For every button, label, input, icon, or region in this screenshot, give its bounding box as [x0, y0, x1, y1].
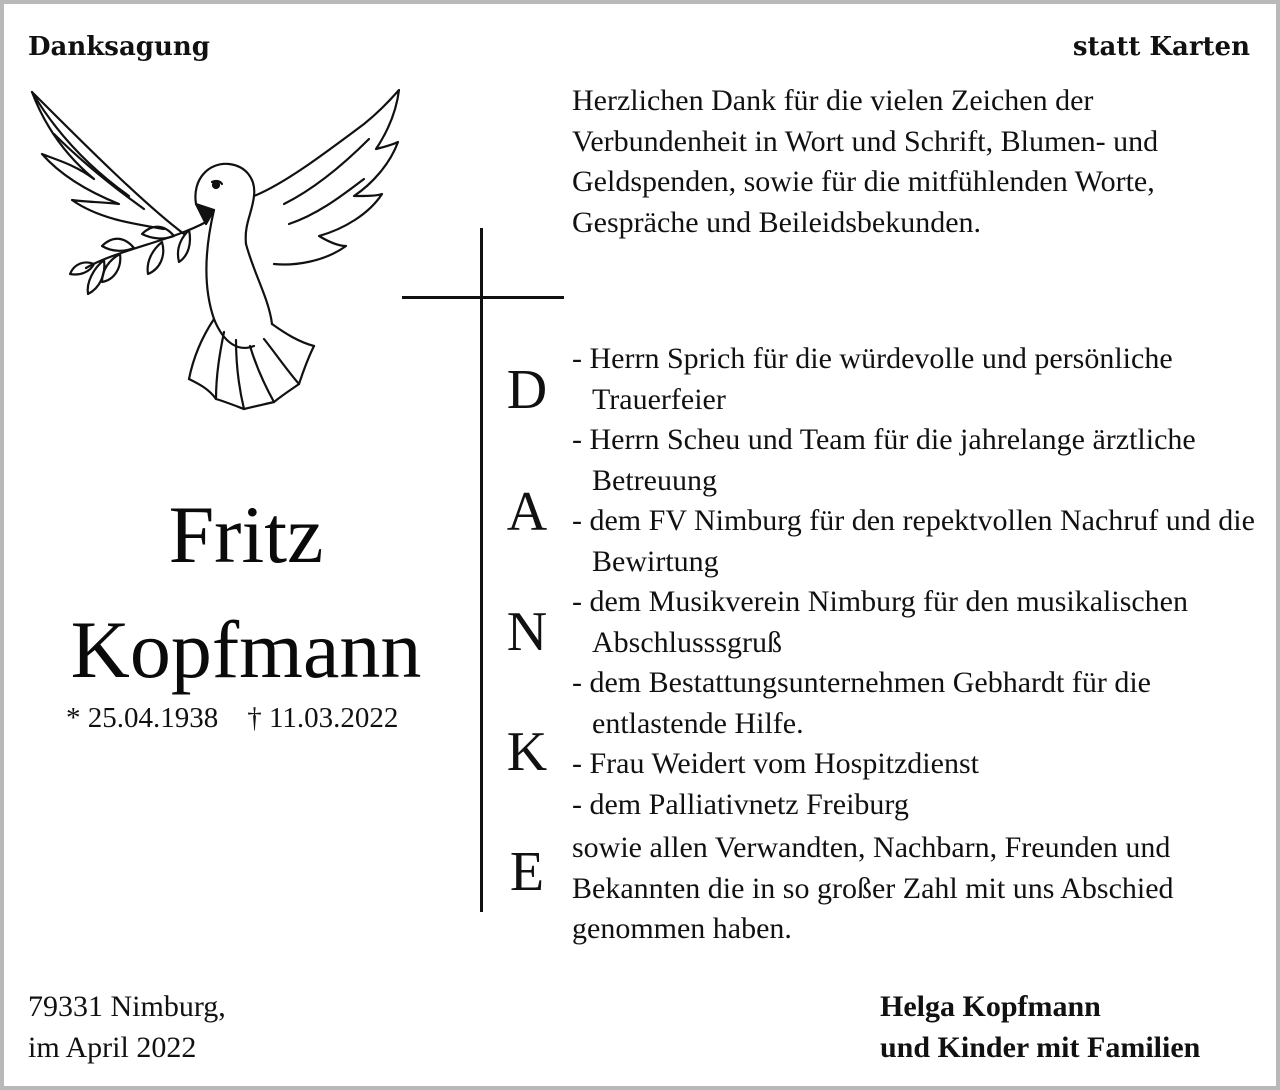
deceased-first-name: Fritz [168, 489, 324, 580]
list-item: - dem Musikverein Nimburg für den musikalischen Abschlusssgruß [572, 585, 1188, 659]
deceased-last-name: Kopfmann [70, 604, 422, 695]
list-item: - dem Bestattungsunternehmen Gebhardt für die entlastende Hilfe. [572, 666, 1151, 740]
signature [880, 986, 1200, 1068]
list-item: - Herrn Sprich für die würdevolle und persönliche Trauerfeier [572, 342, 1173, 416]
danke-letter-e: E [509, 841, 545, 903]
danke-letter-k: K [506, 721, 548, 783]
list-item: - Frau Weidert vom Hospitzdienst [572, 747, 979, 780]
closing-text: sowie allen Verwandten, Nachbarn, Freunden und Bekannten die in so großer Zahl mit uns Abschied genommen haben. [572, 831, 1174, 945]
header-title: Danksagung [28, 32, 210, 62]
list-item: - dem FV Nimburg für den repektvollen Nachruf und die Bewirtung [572, 504, 1255, 578]
signature-line-1: Helga Kopfmann [880, 990, 1101, 1023]
list-item: - Herrn Scheu und Team für die jahrelange ärztliche Betreuung [572, 423, 1196, 497]
danke-letter-a: A [506, 481, 548, 543]
danke-letter-d: D [506, 359, 548, 421]
danke-letter-n: N [506, 601, 548, 663]
place-date [28, 986, 226, 1068]
cross-icon [480, 228, 483, 912]
thanks-list [572, 339, 1262, 825]
intro-text: Herzlichen Dank für die vielen Zeichen der Verbundenheit in Wort und Schrift, Blumen- und Geldspenden, sowie für die mitfühlenden Worte, Gespräche und Beileidsbekunden. [572, 84, 1159, 239]
dove-with-olive-branch-icon [24, 84, 404, 444]
header-note: statt Karten [1072, 32, 1250, 62]
list-item: - dem Palliativnetz Freiburg [572, 787, 909, 821]
date: im April 2022 [28, 1031, 197, 1064]
cross-bar [402, 296, 564, 299]
life-dates: * 25.04.1938 † 11.03.2022 [66, 702, 399, 734]
place: 79331 Nimburg, [28, 990, 226, 1023]
signature-line-2: und Kinder mit Familien [880, 1031, 1201, 1064]
